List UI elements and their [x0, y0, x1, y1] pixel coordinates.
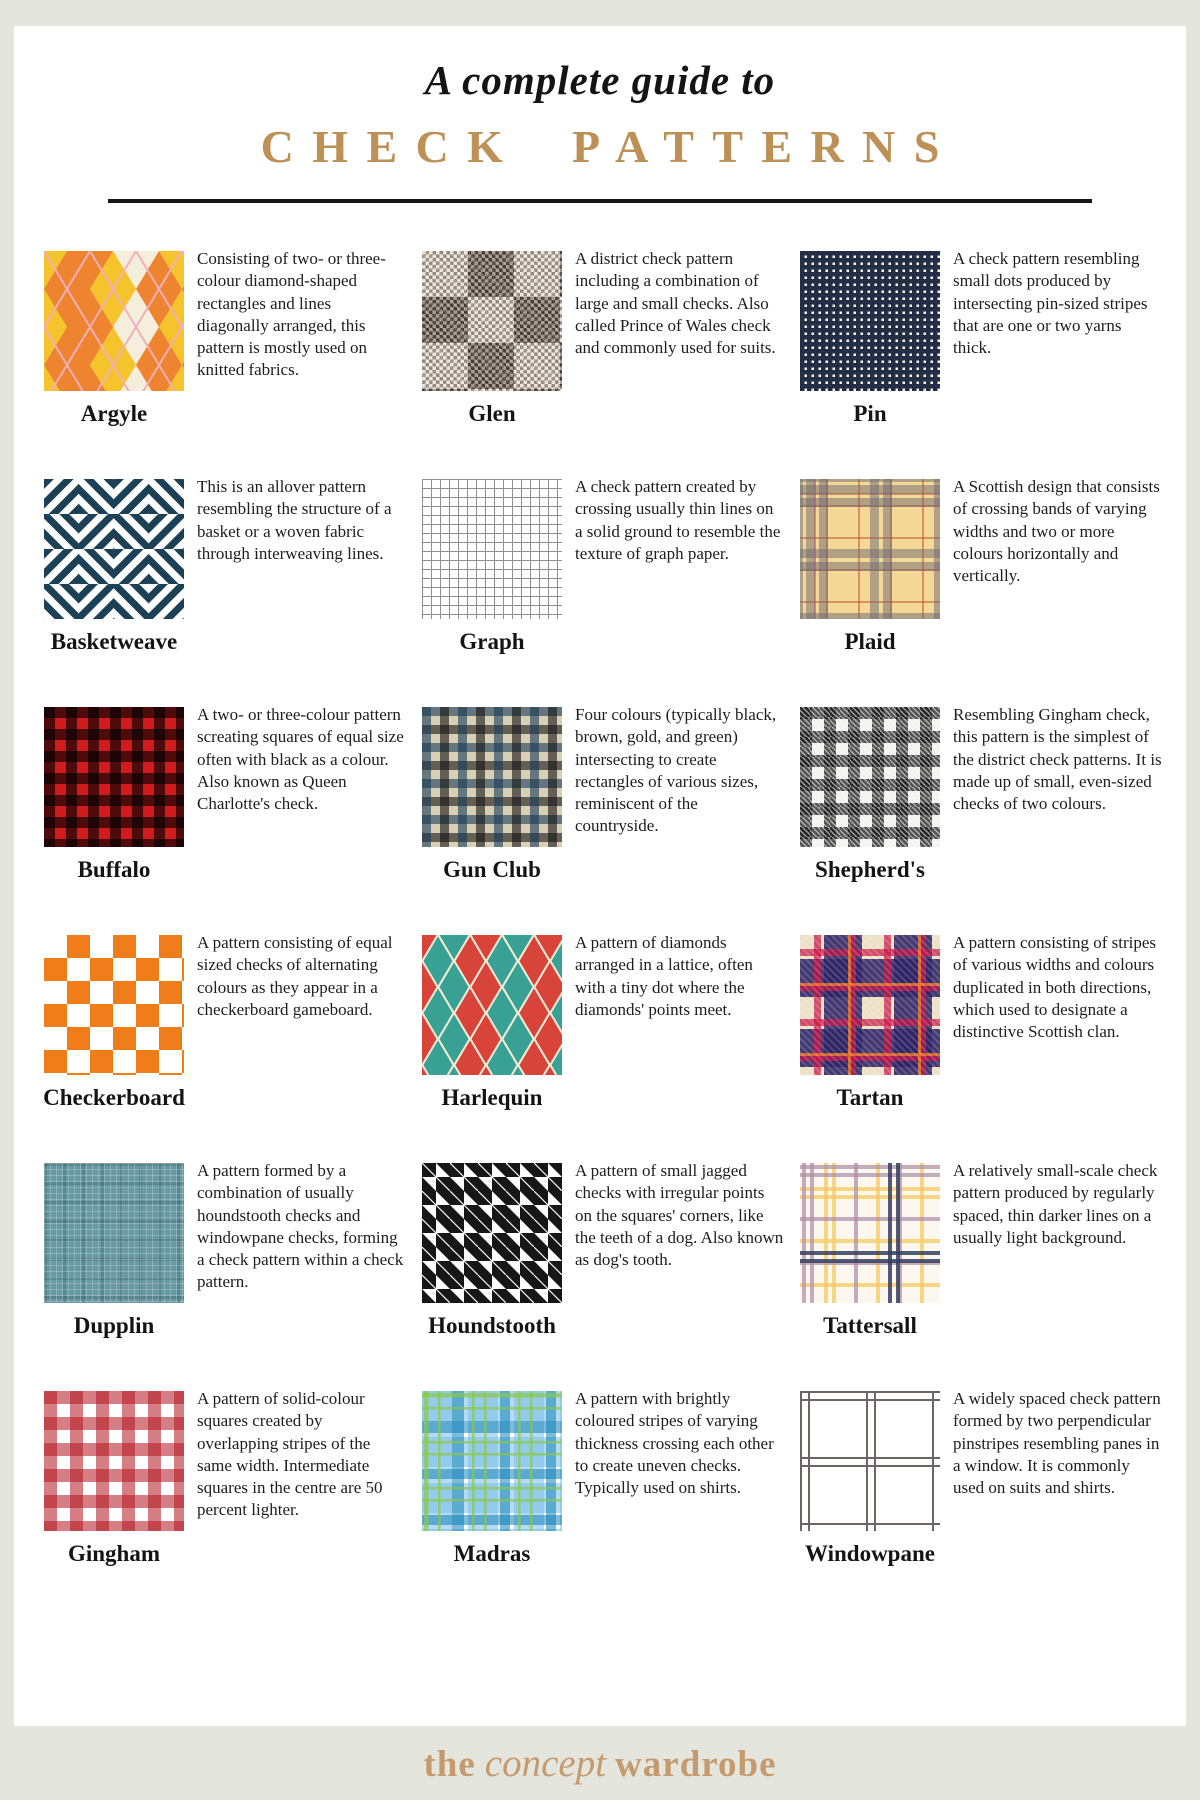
content-card [14, 26, 1186, 1726]
argyle-swatch [44, 251, 184, 391]
pattern-name: Madras [453, 1541, 531, 1566]
pattern-name: Tattersall [823, 1313, 917, 1338]
pattern-description: A pattern with brightly coloured stripes of varying thickness crossing each other to create uneven checks. Typically used on shirts. [575, 1389, 774, 1498]
pattern-card-windowpane [800, 1391, 1162, 1567]
pattern-name: Argyle [80, 401, 148, 426]
pattern-card-houndstooth [422, 1163, 784, 1339]
graph-swatch [422, 479, 562, 619]
kicker-text: A complete guide to [424, 57, 776, 103]
plaid-swatch [800, 479, 940, 619]
pattern-card-graph [422, 479, 784, 655]
pattern-description: A Scottish design that consists of crossing bands of varying widths and two or more colours horizontally and vertically. [953, 477, 1160, 586]
pattern-description: A pattern formed by a combination of usually houndstooth checks and windowpane checks, forming a check pattern within a check pattern. [197, 1161, 404, 1292]
glen-swatch [422, 251, 562, 391]
pattern-card-plaid [800, 479, 1162, 655]
windowpane-swatch [800, 1391, 940, 1531]
pattern-card-dupplin [44, 1163, 406, 1339]
shepherds-swatch [800, 707, 940, 847]
brand-concept: concept [484, 1741, 607, 1785]
basketweave-swatch [44, 479, 184, 619]
pattern-name: Buffalo [77, 857, 151, 882]
pattern-name: Gingham [67, 1541, 161, 1566]
pattern-description: A pattern of small jagged checks with irregular points on the squares' corners, like the teeth of a dog. Also known as dog's tooth. [575, 1161, 784, 1270]
madras-swatch [422, 1391, 562, 1531]
pattern-name: Pin [853, 401, 887, 426]
pattern-description: A pattern consisting of equal sized checks of alternating colours as they appear in a checkerboard gameboard. [197, 933, 393, 1019]
pattern-description: A check pattern created by crossing usually thin lines on a solid ground to resemble the texture of graph paper. [575, 477, 781, 563]
pattern-description: A pattern of diamonds arranged in a lattice, often with a tiny dot where the diamonds' points meet. [575, 933, 753, 1019]
pin-swatch [800, 251, 940, 391]
pattern-description: Consisting of two- or three-colour diamond-shaped rectangles and lines diagonally arranged, this pattern is mostly used on knitted fabrics. [197, 249, 386, 380]
pattern-description: This is an allover pattern resembling the structure of a basket or a woven fabric through interweaving lines. [197, 477, 392, 563]
pattern-description: Resembling Gingham check, this pattern is the simplest of the district check patterns. It is made up of small, even-sized checks of two colours. [953, 705, 1162, 814]
pattern-card-checkerboard [44, 935, 406, 1111]
pattern-name: Basketweave [50, 629, 178, 654]
pattern-name: Tartan [836, 1085, 904, 1110]
buffalo-swatch [44, 707, 184, 847]
pattern-description: Four colours (typically black, brown, gold, and green) intersecting to create rectangles of various sizes, reminiscent of the countryside. [575, 705, 777, 836]
pattern-card-basketweave [44, 479, 406, 655]
pattern-card-harlequin [422, 935, 784, 1111]
pattern-name: Gun Club [443, 857, 541, 882]
pattern-card-buffalo [44, 707, 406, 883]
pattern-name: Shepherd's [815, 857, 925, 882]
pattern-card-tartan [800, 935, 1162, 1111]
checkerboard-swatch [44, 935, 184, 1075]
pattern-card-tattersall [800, 1163, 1162, 1339]
footer [0, 1726, 1200, 1800]
pattern-name: Plaid [844, 629, 896, 654]
pattern-name: Checkerboard [43, 1085, 185, 1110]
pattern-card-argyle [44, 251, 406, 427]
argyle-pattern-image [44, 251, 184, 391]
header [14, 56, 1186, 203]
page-title: CHECK PATTERNS [260, 121, 958, 172]
brand-wardrobe: wardrobe [615, 1743, 777, 1785]
pattern-card-glen [422, 251, 784, 427]
pattern-card-madras [422, 1391, 784, 1567]
pattern-description: A pattern of solid-colour squares created by overlapping stripes of the same width. Intermediate squares in the centre are 50 percent lighter. [197, 1389, 383, 1520]
pattern-description: A two- or three-colour pattern screating squares of equal size often with black as a colour. Also known as Queen Charlotte's check. [197, 705, 404, 814]
basketweave-pattern-image [44, 479, 184, 619]
harlequin-pattern-image [422, 935, 562, 1075]
gun-club-swatch [422, 707, 562, 847]
pattern-card-gunclub [422, 707, 784, 883]
pattern-card-pin [800, 251, 1162, 427]
pattern-name: Harlequin [441, 1085, 543, 1110]
pattern-name: Graph [459, 629, 525, 654]
pattern-name: Glen [468, 401, 516, 426]
pattern-description: A check pattern resembling small dots produced by intersecting pin-sized stripes that are one or two yarns thick. [953, 249, 1148, 358]
pattern-description: A district check pattern including a combination of large and small checks. Also called Prince of Wales check and commonly used for suits. [575, 249, 776, 358]
pattern-name: Houndstooth [428, 1313, 556, 1338]
pattern-description: A pattern consisting of stripes of various widths and colours duplicated in both directions, which used to designate a distinctive Scottish clan. [953, 933, 1157, 1042]
tartan-swatch [800, 935, 940, 1075]
houndstooth-swatch [422, 1163, 562, 1303]
gingham-swatch [44, 1391, 184, 1531]
dupplin-swatch [44, 1163, 184, 1303]
tattersall-swatch [800, 1163, 940, 1303]
pattern-card-shepherds [800, 707, 1162, 883]
houndstooth-pattern-image [422, 1163, 562, 1303]
brand-the: the [423, 1743, 476, 1785]
pattern-description: A relatively small-scale check pattern produced by regularly spaced, thin darker lines on a usually light background. [953, 1161, 1158, 1247]
pattern-name: Windowpane [805, 1541, 935, 1566]
harlequin-swatch [422, 935, 562, 1075]
pattern-grid [14, 203, 1186, 1567]
pattern-description: A widely spaced check pattern formed by two perpendicular pinstripes resembling panes in a window. It is commonly used on suits and shirts. [953, 1389, 1161, 1498]
pattern-card-gingham [44, 1391, 406, 1567]
brand-logo [423, 1741, 776, 1786]
pattern-name: Dupplin [73, 1313, 155, 1338]
